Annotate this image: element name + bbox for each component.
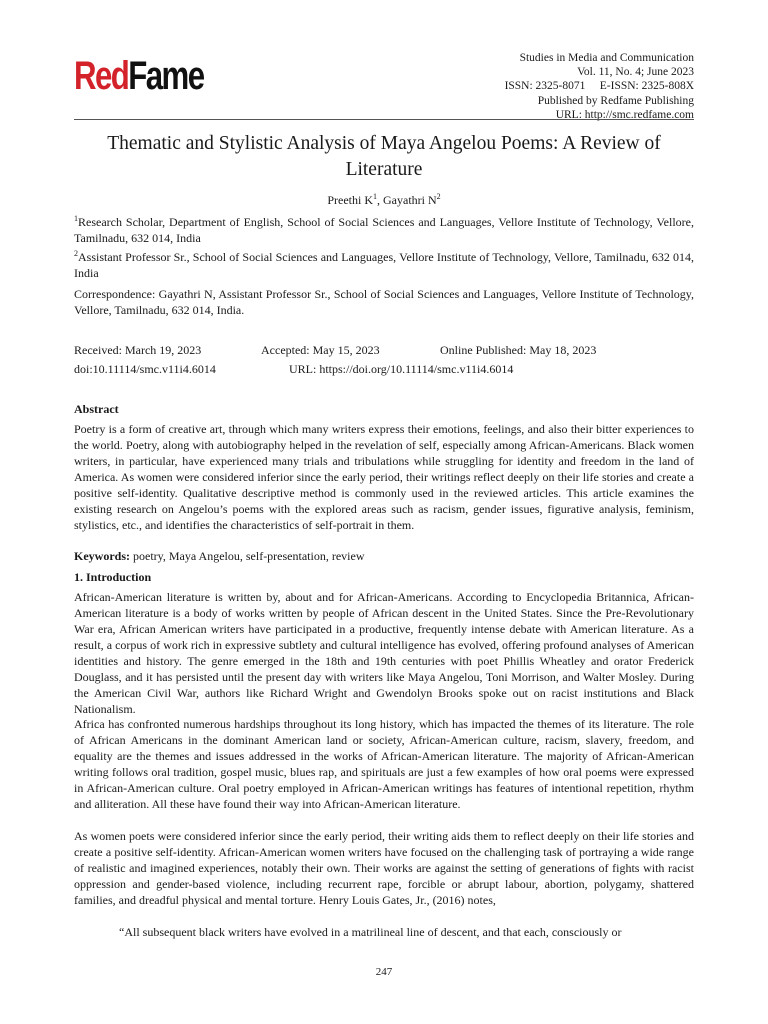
doi: doi:10.11114/smc.v11i4.6014 (74, 362, 216, 376)
block-quote: “All subsequent black writers have evolved in a matrilineal line of descent, and that each, consciously or (119, 925, 622, 939)
author-line (74, 192, 694, 208)
journal-name: Studies in Media and Communication (519, 52, 694, 64)
keywords-list: poetry, Maya Angelou, self-presentation, review (130, 549, 365, 563)
redfame-logo (74, 52, 204, 100)
doi-url[interactable]: URL: https://doi.org/10.11114/smc.v11i4.6014 (289, 362, 514, 376)
affiliation-2-mark: 2 (74, 249, 78, 258)
affiliation-1-mark: 1 (74, 214, 78, 223)
keywords (74, 548, 694, 564)
introduction-paragraph-2: Africa has confronted numerous hardships throughout its long history, which has impacted the themes of its literature. The role of African Americans in the dominant American land or society, African-American culture, racism, slavery, freedom, and equality are the themes and issues addressed in the works of African-American literature. The majority of African-American writing follows oral tradition, gospel music, blues rap, and spirituals are just a few examples of how oral poems were expressed in African-American culture. Oral poetry employed in African-American writings has features of intentional repetition, rhythm and alliteration. All these have found their way into African-American literature. (74, 717, 694, 811)
author-1: Preethi K (327, 193, 373, 207)
keywords-label: Keywords: (74, 549, 130, 563)
article-title: Thematic and Stylistic Analysis of Maya Angelou Poems: A Review of Literature (107, 133, 661, 180)
online-date: Online Published: May 18, 2023 (440, 343, 597, 357)
header-divider (74, 119, 694, 120)
abstract-text: Poetry is a form of creative art, through which many writers express their emotions, feelings, and also their bitter experiences to the world. Poetry, along with autobiography helped in the revelation of self, especially among African-Americans. Black women writers, in particular, have experienced many trials and tribulations while struggling for identity and freedom in the land of America. As women were considered inferior since the early period, their writings reflect deeply on their life stories and create a positive self-identity. Qualitative descriptive method is commonly used in the reviewed articles. This article examines the existing research on Angelou’s poems with the explored areas such as racism, gender issues, figurative analysis, feminism, stylistics, etc., and identifies the characteristics of self-portrait in them. (74, 422, 694, 532)
introduction-paragraph-1: African-American literature is written by, about and for African-Americans. According to Encyclopedia Britannica, African-American literature is a body of works written by people of African descent in the United States. Since the Pre-Revolutionary War era, African American writers have participated in a productive, frequently intense debate with American literature. As a result, a corpus of work rich in expressive subtlety and cultural intelligence has evolved, offering profound analyses of American identities and history. The genre emerged in the 18th and 19th centuries with poet Phillis Wheatley and orator Frederick Douglass, and it has persisted until the present day with writers like Maya Angelou, Toni Morrison, and Walter Mosley. During the American Civil War, authors like Richard Wright and Gwendolyn Brooks spoke out on racist institutions and Black Nationalism. (74, 590, 694, 716)
journal-volume: Vol. 11, No. 4; June 2023 (577, 66, 694, 79)
journal-info (505, 51, 694, 122)
introduction-heading: 1. Introduction (74, 570, 152, 584)
journal-issn: ISSN: 2325-8071 E-ISSN: 2325-808X (504, 80, 694, 93)
accepted-date: Accepted: May 15, 2023 (261, 343, 380, 357)
affiliation-2 (74, 249, 694, 281)
journal-url[interactable]: URL: http://smc.redfame.com (555, 108, 694, 121)
page-number: 247 (375, 966, 393, 978)
introduction-paragraph-3: As women poets were considered inferior since the early period, their writing aids them to reflect deeply on their life stories and create a positive self-identity. African-American women writers have focused on the challenging task of portraying a wide range of realistic and imagined experiences, notably their own. Their works are against the setting of generations of fights with racist oppression and gender-based violence, including recurrent rape, forcible or abrupt labour, abortion, polygamy, shattered families, and dreadful physical and mental torture. Henry Louis Gates, Jr., (2016) notes, (74, 829, 694, 907)
affiliation-1 (74, 214, 694, 246)
author-2-affiliation-mark: 2 (436, 192, 441, 201)
correspondence: Correspondence: Gayathri N, Assistant Professor Sr., School of Social Sciences and Languages, Vellore Institute of Technology, Vellore, Tamilnadu, 632 014, India. (74, 287, 694, 317)
logo-red-text: Red (74, 54, 129, 98)
affiliation-2-text: Assistant Professor Sr., School of Social Sciences and Languages, Vellore Institute of Technology, Vellore, Tamilnadu, 632 014, India (74, 250, 694, 280)
abstract-heading: Abstract (74, 402, 119, 416)
author-1-affiliation-mark: 1 (373, 192, 377, 201)
affiliation-1-text: Research Scholar, Department of English, School of Social Sciences and Languages, Vellore Institute of Technology, Vellore, Tamilnadu, 632 014, India (74, 215, 694, 245)
author-separator: , (377, 193, 383, 207)
journal-publisher: Published by Redfame Publishing (537, 94, 694, 107)
received-date: Received: March 19, 2023 (74, 343, 202, 357)
logo-black-text: Fame (128, 54, 204, 98)
author-2: Gayathri N (383, 193, 437, 207)
